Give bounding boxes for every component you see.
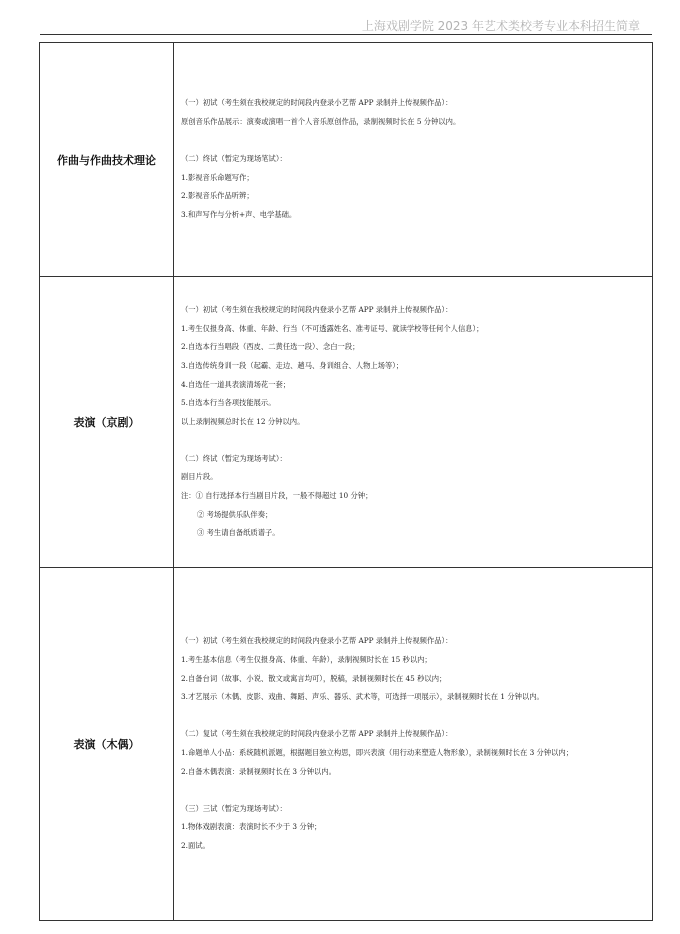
requirement-line: 1.考生仅报身高、体重、年龄、行当（不可透露姓名、准考证号、就读学校等任何个人信息）； bbox=[181, 323, 484, 333]
requirement-line: ③ 考生请自备纸质谱子。 bbox=[197, 528, 280, 538]
requirement-line: 2.自选本行当唱段（西皮、二黄任选一段）、念白一段； bbox=[181, 342, 360, 352]
requirement-line: 2.自备木偶表演：录制视频时长在 3 分钟以内。 bbox=[181, 766, 336, 776]
table-row-peking-opera bbox=[40, 277, 653, 568]
major-name-cell: 表演（京剧） bbox=[40, 277, 174, 568]
requirement-line: 1.物体戏剧表演：表演时长不少于 3 分钟； bbox=[181, 822, 322, 832]
requirement-line: 1.命题单人小品：系统随机派题，根据题目独立构思，即兴表演（用行动来塑造人物形象），录制视频时长在 3 分钟以内； bbox=[181, 748, 574, 757]
requirement-line: 3.才艺展示（木偶、皮影、戏曲、舞蹈、声乐、器乐、武术等，可选择一项展示），录制视频时长在 1 分钟以内。 bbox=[181, 692, 544, 702]
requirements-cell bbox=[174, 43, 653, 277]
major-name-cell: 作曲与作曲技术理论 bbox=[40, 43, 174, 277]
requirement-line: （一）初试（考生须在我校规定的时间段内登录小艺帮 APP 录制并上传视频作品）： bbox=[181, 636, 453, 646]
requirement-line: （二）复试（考生须在我校规定的时间段内登录小艺帮 APP 录制并上传视频作品）： bbox=[181, 729, 453, 739]
document-header-title: 上海戏剧学院 2023 年艺术类校考专业本科招生简章 bbox=[361, 19, 640, 33]
requirement-line: 4.自选任一道具表演清场花一套； bbox=[181, 379, 291, 389]
requirement-line: （三）三试（暂定为现场考试）： bbox=[181, 803, 287, 813]
requirement-line: 2.影视音乐作品听辨； bbox=[181, 191, 254, 201]
requirement-line: （一）初试（考生须在我校规定的时间段内登录小艺帮 APP 录制并上传视频作品）： bbox=[181, 305, 453, 315]
requirements-cell bbox=[174, 568, 653, 921]
requirement-line: （一）初试（考生须在我校规定的时间段内登录小艺帮 APP 录制并上传视频作品）： bbox=[181, 98, 453, 108]
requirement-line: 3.自选传统身训一段（起霸、走边、趟马、身训组合、人物上场等）； bbox=[181, 360, 404, 370]
requirement-line: 2.面试。 bbox=[181, 840, 210, 850]
requirement-line: 注：① 自行选择本行当剧目片段，一般不得超过 10 分钟； bbox=[181, 491, 373, 501]
table-row-puppetry bbox=[40, 568, 653, 921]
header-divider bbox=[40, 34, 652, 35]
requirement-line: ② 考场提供乐队伴奏； bbox=[197, 509, 273, 519]
table-row-composition bbox=[40, 43, 653, 277]
major-name-cell: 表演（木偶） bbox=[40, 568, 174, 921]
requirement-line: 1.考生基本信息（考生仅报身高、体重、年龄），录制视频时长在 15 秒以内； bbox=[181, 655, 432, 665]
requirement-line: 2.自备台词（故事、小说、散文或寓言均可），脱稿，录制视频时长在 45 秒以内； bbox=[181, 673, 447, 683]
requirement-line: 1.影视音乐命题写作； bbox=[181, 172, 254, 182]
requirement-line: 以上录制视频总时长在 12 分钟以内。 bbox=[181, 416, 305, 426]
requirement-line: 剧目片段。 bbox=[181, 472, 218, 482]
requirement-line: 3.和声写作与分析+声、电学基础。 bbox=[181, 209, 297, 219]
requirement-line: （二）终试（暂定为现场考试）： bbox=[181, 453, 287, 463]
requirements-cell bbox=[174, 277, 653, 568]
requirement-line: 5.自选本行当各项技能展示。 bbox=[181, 398, 276, 408]
exam-requirements-table bbox=[39, 42, 653, 921]
requirement-line: （二）终试（暂定为现场笔试）： bbox=[181, 154, 287, 164]
requirement-line: 原创音乐作品展示：演奏或演唱一首个人音乐原创作品，录制视频时长在 5 分钟以内。 bbox=[181, 117, 461, 127]
